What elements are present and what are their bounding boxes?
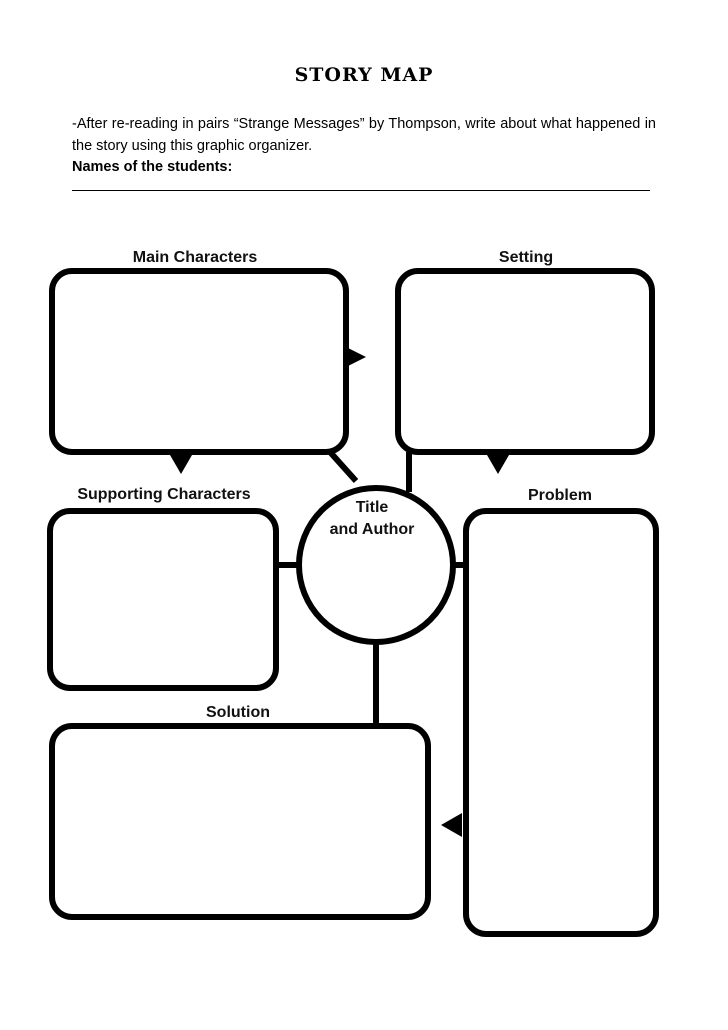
main-to-supporting-arrow — [170, 455, 192, 474]
solution-box[interactable] — [52, 726, 428, 917]
setting-box[interactable] — [398, 271, 652, 452]
main-to-setting-arrow — [346, 347, 366, 367]
instructions-text: -After re-reading in pairs “Strange Messages” by Thompson, write about what happened in the story using this graphic organizer. — [72, 116, 656, 154]
page-title: STORY MAP — [294, 64, 434, 86]
setting-to-problem-arrow — [487, 455, 509, 474]
center-title-label: Title — [355, 499, 389, 516]
problem-to-solution-arrow — [441, 813, 462, 837]
problem-label: Problem — [527, 487, 593, 504]
solution-label: Solution — [206, 704, 270, 721]
problem-box[interactable] — [466, 511, 656, 934]
setting-label: Setting — [498, 249, 554, 266]
names-label: Names of the students: — [72, 159, 233, 175]
supporting-characters-box[interactable] — [50, 511, 276, 688]
connector-main-title — [330, 452, 356, 481]
center-author-label: and Author — [329, 521, 415, 538]
main-characters-label: Main Characters — [132, 249, 258, 266]
supporting-characters-label: Supporting Characters — [77, 486, 251, 503]
main-characters-box[interactable] — [52, 271, 346, 452]
